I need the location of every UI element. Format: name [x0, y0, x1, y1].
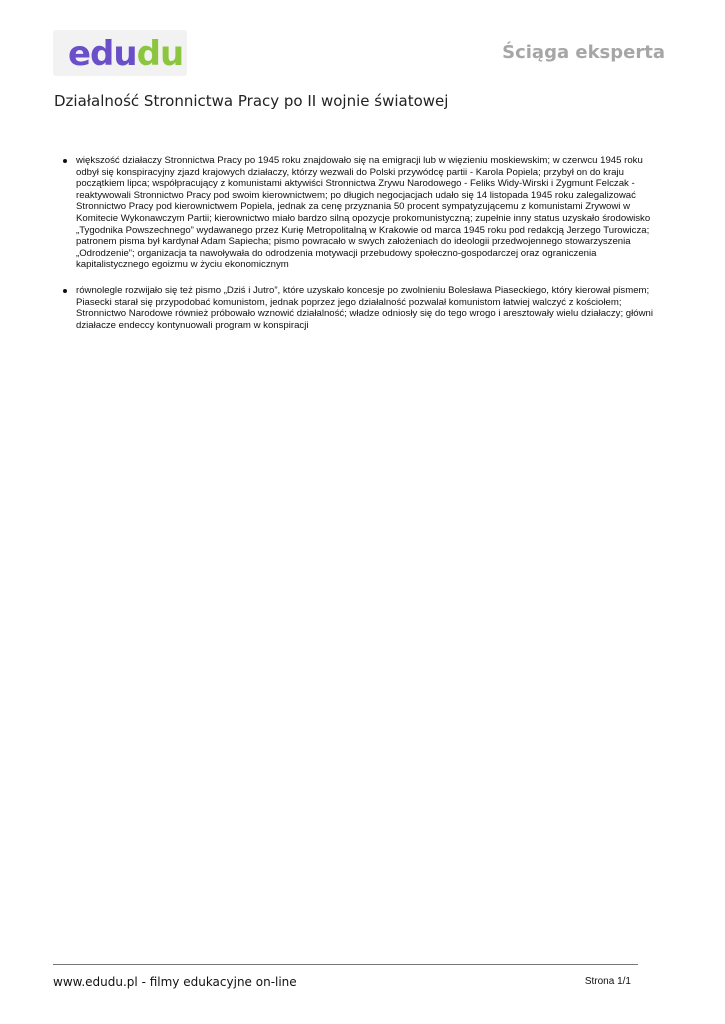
list-item [63, 285, 663, 331]
list-item-text: większość działaczy Stronnictwa Pracy po 1945 roku znajdowało się na emigracji lub w więzieniu moskiewskim; w czerwcu 1945 roku odbył się konspiracyjny zjazd krajowych działaczy, którzy wezwali do Polski przywódcę partii - Karola Popiela; przybył on do kraju początkiem lipca; współpracujący z komunistami aktywiści Stronnictwa Zrywu Narodowego - Feliks Widy-Wirski i Zygmunt Felczak - reaktywowali Stronnictwo Pracy pod swoim kierownictwem; po długich negocjacjach udało się 14 listopada 1945 roku zalegalizować Stronnictwo Pracy pod kierownictwem Popiela, jednak za cenę przyznania 50 procent sympatyzującemu z komunistami Zrywowi w Komitecie Wykonawczym Partii; kierownictwo miało bardzo silną opozycje prokomunistyczną; zupełnie inny status uzyskało środowisko „Tygodnika Powszechnego” wydawanego przez Kurię Metropolitalną w Krakowie od marca 1945 roku pod redakcją Jerzego Turowicza; patronem pisma był kardynał Adam Sapiecha; pismo powracało w swych założeniach do ideologii przedwojennego stowarzyszenia „Odrodzenie”; organizacja ta nawoływała do odrodzenia motywacji przebudowy społeczno-gospodarczej oraz ograniczenia kapitalistycznego egoizmu w życiu ekonomicznym [76, 155, 651, 271]
edudu-logo[interactable] [68, 34, 183, 74]
page-title: Działalność Stronnictwa Pracy po II wojnie światowej [54, 92, 449, 110]
page-number: Strona 1/1 [584, 976, 631, 987]
list-item [63, 155, 663, 271]
logo-text-edu: edu [68, 34, 137, 74]
footer-site-link[interactable]: www.edudu.pl - filmy edukacyjne on-line [53, 975, 297, 989]
bullet-dot-icon [63, 159, 67, 163]
bullet-dot-icon [63, 289, 67, 293]
header-tagline: Ściąga eksperta [502, 42, 665, 63]
footer-divider [53, 964, 638, 965]
bullet-list [63, 155, 663, 345]
list-item-text: równolegle rozwijało się też pismo „Dziś i Jutro”, które uzyskało koncesje po zwolnieniu Bolesława Piaseckiego, który kierował pismem; Piasecki starał się przypodobać komunistom, jednak poprzez jego działalność pozwalał komunistom łatwiej walczyć z kościołem; Stronnictwo Narodowe również próbowało wznowić działalność; władze odniosły się do tego wrogo i aresztowały wielu działaczy; główni działacze endeccy kontynuowali program w konspiracji [76, 284, 653, 331]
logo-text-du: du [136, 34, 184, 74]
